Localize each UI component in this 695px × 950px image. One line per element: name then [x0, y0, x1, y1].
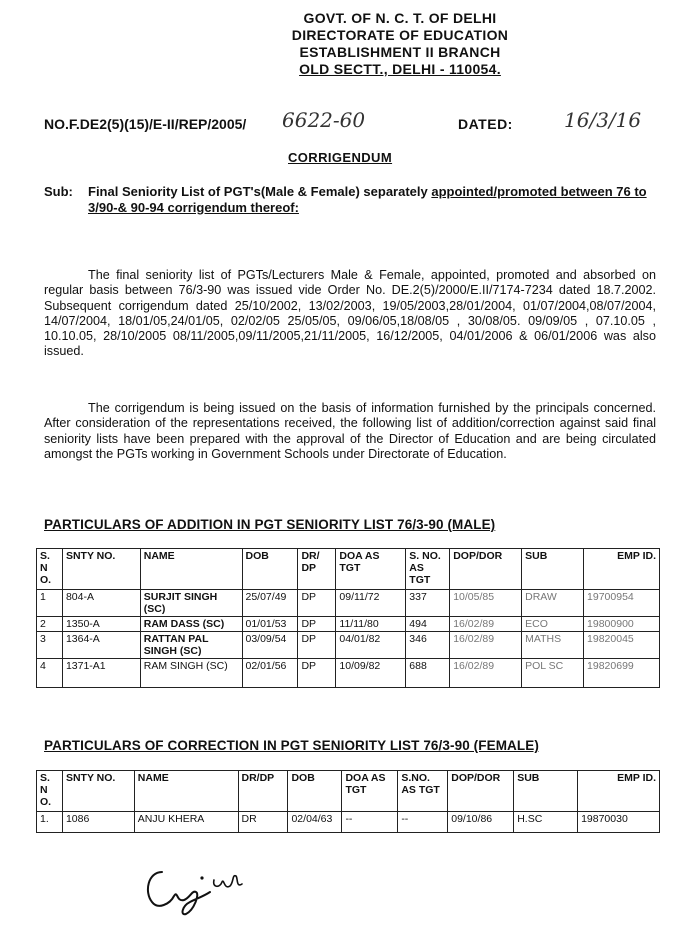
cell-sub: POL SC	[522, 659, 584, 688]
header-line-address: OLD SECTT., DELHI - 110054.	[299, 61, 501, 77]
cell-dr-dp: DP	[298, 632, 336, 659]
cell-snty-no: 1371-A1	[62, 659, 140, 688]
col-sno: S. N O.	[37, 549, 63, 590]
col-emp-id: EMP ID.	[578, 771, 660, 812]
cell-snty-no: 1364-A	[62, 632, 140, 659]
cell-dr-dp: DP	[298, 590, 336, 617]
subject-label: Sub:	[44, 184, 73, 199]
cell-doa-tgt: 04/01/82	[336, 632, 406, 659]
cell-sub: ECO	[522, 617, 584, 632]
col-snty-no: SNTY NO.	[62, 549, 140, 590]
header-line-directorate: DIRECTORATE OF EDUCATION	[291, 27, 509, 43]
cell-name: RAM DASS (SC)	[140, 617, 242, 632]
cell-emp-id: 19820045	[584, 632, 660, 659]
table-row	[37, 617, 660, 632]
cell-sno: 1	[37, 590, 63, 617]
cell-dop-dor: 16/02/89	[450, 617, 522, 632]
col-dop-dor: DOP/DOR	[450, 549, 522, 590]
addition-heading: PARTICULARS OF ADDITION IN PGT SENIORITY LIST 76/3-90 (MALE)	[44, 517, 496, 532]
cell-sno-tgt: 346	[406, 632, 450, 659]
table-row	[37, 812, 660, 833]
dated-label: DATED:	[458, 116, 513, 132]
cell-sno-tgt: 688	[406, 659, 450, 688]
col-dob: DOB	[242, 549, 298, 590]
cell-dop-dor: 10/05/85	[450, 590, 522, 617]
cell-sub: H.SC	[514, 812, 578, 833]
cell-snty-no: 804-A	[62, 590, 140, 617]
col-snty-no: SNTY NO.	[62, 771, 134, 812]
col-dr-dp: DR/DP	[238, 771, 288, 812]
col-sub: SUB	[522, 549, 584, 590]
cell-sub: DRAW	[522, 590, 584, 617]
cell-dob: 03/09/54	[242, 632, 298, 659]
subject-text	[88, 184, 656, 216]
office-header	[250, 10, 550, 78]
col-emp-id: EMP ID.	[584, 549, 660, 590]
col-sub: SUB	[514, 771, 578, 812]
cell-name: ANJU KHERA	[134, 812, 238, 833]
cell-dr-dp: DR	[238, 812, 288, 833]
cell-sno: 1.	[37, 812, 63, 833]
cell-emp-id: 19820699	[584, 659, 660, 688]
paragraph-purpose: The corrigendum is being issued on the basis of information furnished by the principals concerned. After consideration of the representations received, the following list of addition/correction against said final seniority lists have been prepared with the approval of the Director of Education and are being circulated amongst the PGTs working in Government Schools under Directorate of Education.	[44, 401, 656, 461]
cell-snty-no: 1350-A	[62, 617, 140, 632]
cell-name: RATTAN PAL SINGH (SC)	[140, 632, 242, 659]
cell-sub: MATHS	[522, 632, 584, 659]
cell-dob: 02/04/63	[288, 812, 342, 833]
correction-table	[36, 770, 660, 833]
cell-dop-dor: 09/10/86	[448, 812, 514, 833]
col-name: NAME	[140, 549, 242, 590]
header-line-govt: GOVT. OF N. C. T. OF DELHI	[303, 10, 497, 26]
cell-doa-tgt: 10/09/82	[336, 659, 406, 688]
handwritten-dispatch-number: 6622-60	[282, 108, 366, 132]
table-row	[37, 659, 660, 688]
document-title: CORRIGENDUM	[288, 150, 393, 165]
cell-sno: 2	[37, 617, 63, 632]
col-dop-dor: DOP/DOR	[448, 771, 514, 812]
header-line-branch: ESTABLISHMENT II BRANCH	[299, 44, 501, 60]
correction-heading: PARTICULARS OF CORRECTION IN PGT SENIORITY LIST 76/3-90 (FEMALE)	[44, 738, 539, 753]
cell-doa-tgt: 11/11/80	[336, 617, 406, 632]
cell-sno-tgt: --	[398, 812, 448, 833]
col-doa-tgt: DOA AS TGT	[342, 771, 398, 812]
col-doa-tgt: DOA AS TGT	[336, 549, 406, 590]
cell-emp-id: 19800900	[584, 617, 660, 632]
cell-dop-dor: 16/02/89	[450, 659, 522, 688]
cell-doa-tgt: --	[342, 812, 398, 833]
cell-dr-dp: DP	[298, 659, 336, 688]
cell-dob: 25/07/49	[242, 590, 298, 617]
cell-snty-no: 1086	[62, 812, 134, 833]
col-dr-dp: DR/ DP	[298, 549, 336, 590]
subject-text-part1: Final Seniority List of PGT's(Male & Female) separately	[88, 184, 432, 199]
table-row	[37, 590, 660, 617]
cell-dop-dor: 16/02/89	[450, 632, 522, 659]
cell-sno-tgt: 337	[406, 590, 450, 617]
addition-header-row	[37, 549, 660, 590]
cell-name: SURJIT SINGH (SC)	[140, 590, 242, 617]
col-sno: S. N O.	[37, 771, 63, 812]
handwritten-signature	[140, 858, 260, 918]
table-row	[37, 632, 660, 659]
addition-table	[36, 548, 660, 688]
cell-sno-tgt: 494	[406, 617, 450, 632]
cell-sno: 4	[37, 659, 63, 688]
cell-emp-id: 19700954	[584, 590, 660, 617]
cell-doa-tgt: 09/11/72	[336, 590, 406, 617]
handwritten-date: 16/3/16	[564, 108, 642, 132]
paragraph-background: The final seniority list of PGTs/Lecturers Male & Female, appointed, promoted and absorbed on regular basis between 76/3-90 was issued vide Order No. DE.2(5)/2000/E.II/7174-7234 dated 18.7.2002. Subsequent corrigendum dated 25/10/2002, 13/02/2003, 19/05/2003,28/01/2004, 01/07/2004,08/07/2004, 14/07/2004, 18/01/05,24/01/05, 02/02/05 25/05/05, 09/06/05,18/08/05 , 30/08/05. 09/09/05 , 07.10.05 , 10.10.05, 28/10/2005 08/11/2005,09/11/2005,21/11/2005, 16/12/2005, 04/01/2006 & 06/01/2006 was also issued.	[44, 268, 656, 359]
file-number: NO.F.DE2(5)(15)/E-II/REP/2005/	[44, 116, 247, 132]
cell-name: RAM SINGH (SC)	[140, 659, 242, 688]
cell-dob: 02/01/56	[242, 659, 298, 688]
cell-dob: 01/01/53	[242, 617, 298, 632]
col-dob: DOB	[288, 771, 342, 812]
col-name: NAME	[134, 771, 238, 812]
cell-dr-dp: DP	[298, 617, 336, 632]
correction-header-row	[37, 771, 660, 812]
col-sno-tgt: S. NO. AS TGT	[406, 549, 450, 590]
cell-emp-id: 19870030	[578, 812, 660, 833]
col-sno-tgt: S.NO. AS TGT	[398, 771, 448, 812]
subject-text-part2: appointed/promoted between 76 to 3/90-& 90-94 corrigendum thereof:	[88, 184, 647, 215]
cell-sno: 3	[37, 632, 63, 659]
